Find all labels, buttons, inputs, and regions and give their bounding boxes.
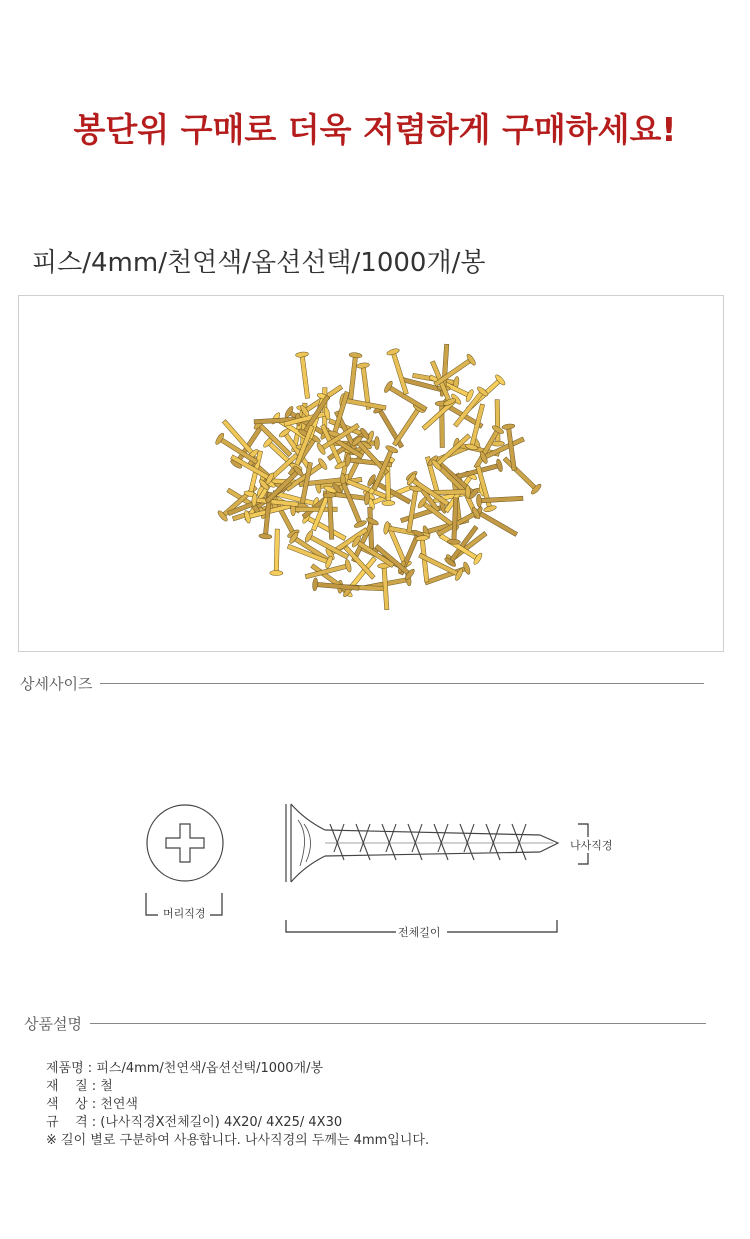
spec-key: 색 상 : bbox=[46, 1097, 101, 1112]
section-desc-title: 상품설명 bbox=[24, 1015, 82, 1033]
section-desc-heading bbox=[24, 1013, 706, 1034]
spec-note: ※ 길이 별로 구분하여 사용합니다. 나사직경의 두께는 4mm입니다. bbox=[46, 1133, 430, 1148]
thread-diameter-label: 나사직경 bbox=[570, 839, 613, 852]
head-diameter-label: 머리직경 bbox=[163, 907, 206, 920]
screw-mark bbox=[437, 530, 483, 566]
product-title: 피스/4mm/천연색/옵션선택/1000개/봉 bbox=[32, 248, 486, 278]
screw-side-view bbox=[286, 804, 558, 882]
size-diagram bbox=[0, 780, 750, 950]
head-bracket-right bbox=[210, 893, 222, 915]
spec-row bbox=[46, 1060, 429, 1078]
head-bracket-left bbox=[146, 893, 158, 915]
spec-value: 피스/4mm/천연색/옵션선택/1000개/봉 bbox=[96, 1061, 324, 1076]
screw-pile-image bbox=[19, 296, 723, 651]
spec-row bbox=[46, 1078, 429, 1096]
screw-mark bbox=[423, 561, 471, 589]
spec-key: 제품명 : bbox=[46, 1061, 97, 1076]
section-divider bbox=[90, 1023, 706, 1024]
screw-head-circle bbox=[147, 805, 223, 881]
screw-diagram bbox=[0, 780, 750, 950]
thread-bracket-top bbox=[578, 824, 588, 838]
section-size-heading bbox=[20, 673, 704, 694]
screw-mark bbox=[389, 403, 426, 449]
total-length-label: 전체길이 bbox=[398, 926, 441, 939]
promo-banner: 봉단위 구매로 더욱 저렴하게 구매하세요! bbox=[73, 110, 677, 149]
spec-value: 천연색 bbox=[100, 1097, 138, 1112]
screw-mark bbox=[430, 431, 473, 472]
spec-value: (나사직경X전체길이) 4X20/ 4X25/ 4X30 bbox=[100, 1115, 343, 1130]
screw-mark bbox=[295, 351, 314, 399]
screw-mark bbox=[500, 454, 542, 496]
product-spec-list bbox=[46, 1060, 429, 1150]
length-bracket-right bbox=[447, 920, 557, 932]
product-photo bbox=[18, 295, 724, 652]
spec-key: 규 격 : bbox=[46, 1115, 101, 1130]
phillips-cross-icon bbox=[166, 824, 204, 862]
spec-row bbox=[46, 1096, 429, 1114]
screw-mark bbox=[402, 485, 422, 533]
length-bracket-left bbox=[286, 920, 396, 932]
spec-row bbox=[46, 1114, 429, 1132]
spec-key: 재 질 : bbox=[46, 1079, 101, 1094]
spec-value: 철 bbox=[100, 1079, 113, 1094]
section-size-title: 상세사이즈 bbox=[20, 675, 93, 693]
section-divider bbox=[100, 683, 704, 684]
